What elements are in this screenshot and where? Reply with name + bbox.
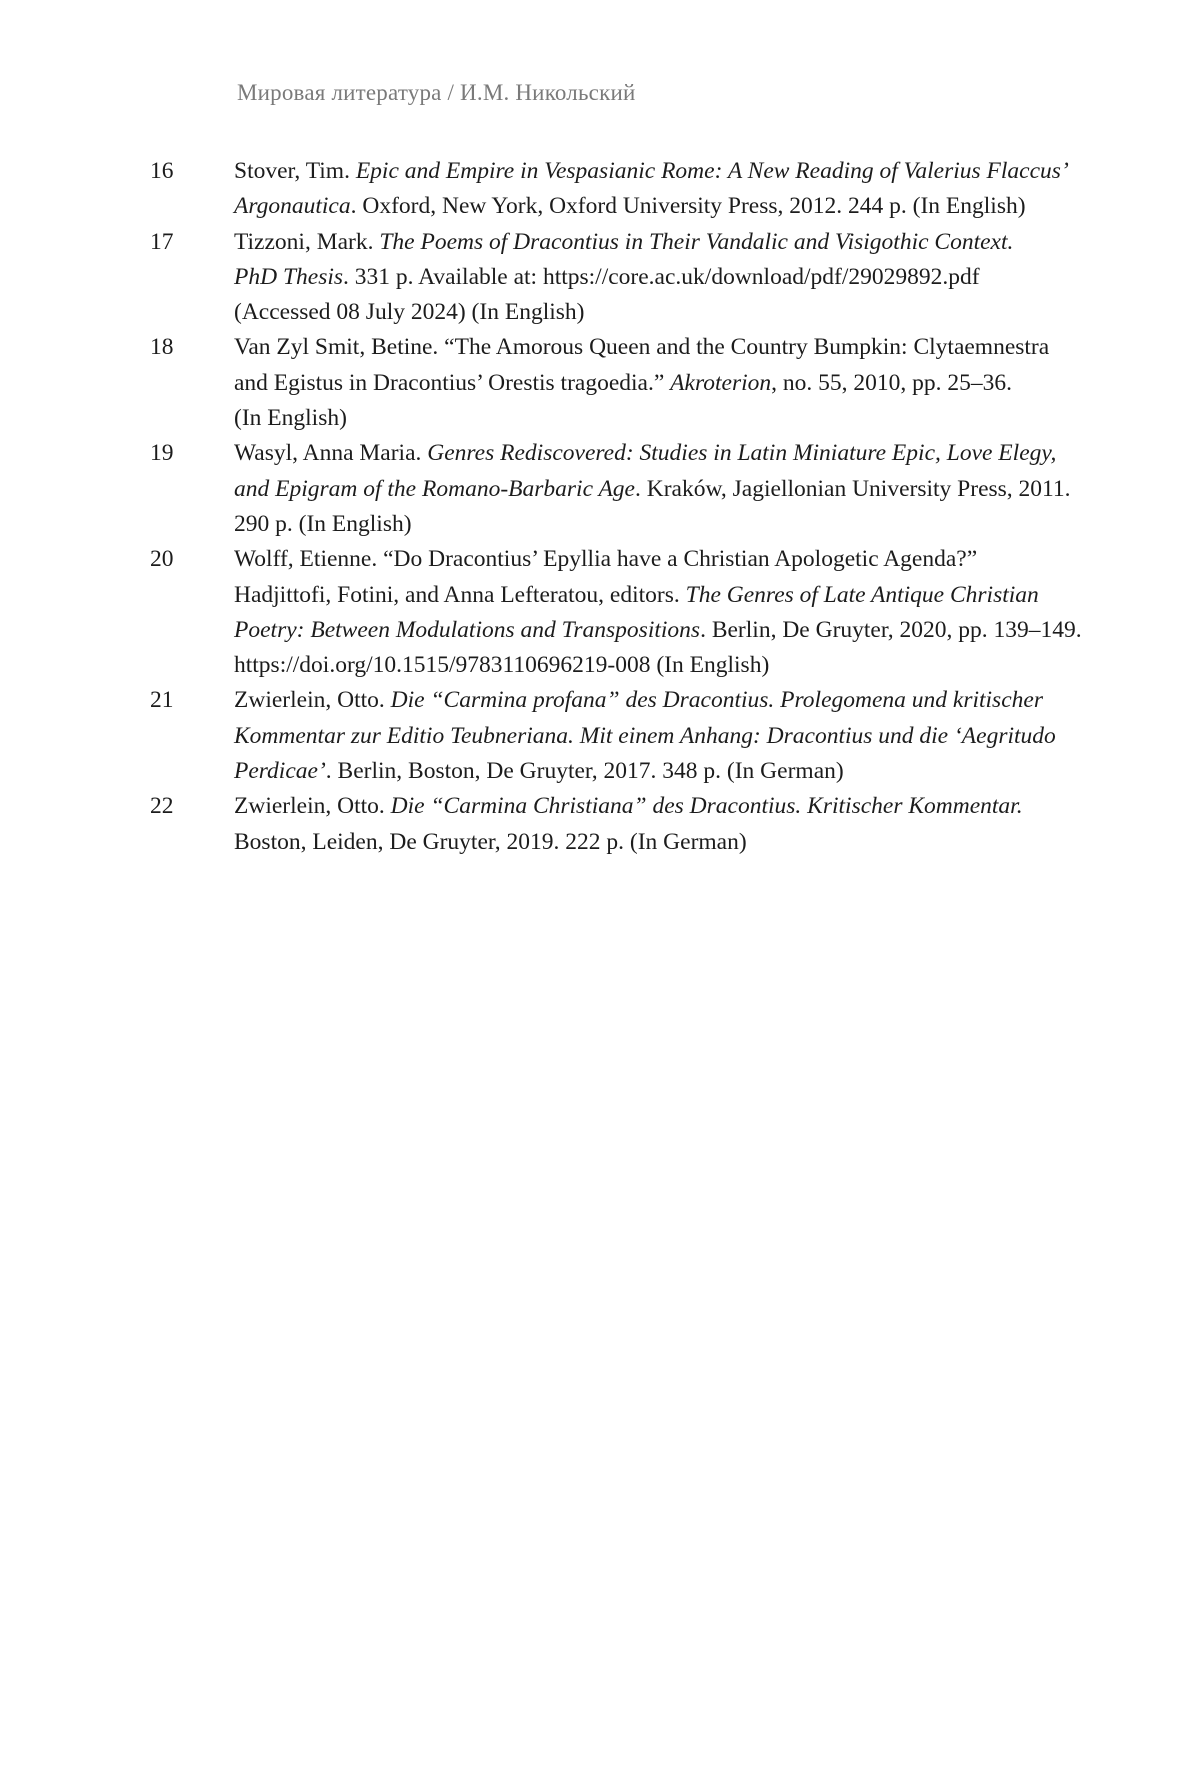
reference-line [234, 683, 1110, 718]
text-segment: Van Zyl Smit, Betine. “The Amorous Queen and the Country Bumpkin: Clytaemnestra [234, 334, 1050, 361]
text-segment: . Kraków, Jagiellonian University Press, 2011. [634, 475, 1071, 502]
reference-line [234, 648, 1110, 683]
text-segment: Boston, Leiden, De Gruyter, 2019. 222 p. (In German) [234, 828, 747, 855]
reference-list [150, 154, 1110, 860]
reference-line [234, 295, 1110, 330]
reference-number: 18 [150, 334, 174, 361]
italic-title-segment: Perdicae’ [234, 758, 326, 785]
reference-line [234, 719, 1110, 754]
reference-number: 22 [150, 793, 174, 820]
reference-text [234, 789, 1110, 860]
reference-number: 16 [150, 158, 174, 184]
reference-line [234, 542, 1110, 577]
running-head: Мировая литература / И.М. Никольский [237, 80, 636, 105]
reference-entry [150, 225, 1110, 331]
reference-line [234, 225, 1110, 260]
text-segment: (Accessed 08 July 2024) (In English) [234, 299, 585, 326]
reference-line [234, 436, 1110, 471]
text-segment: Stover, Tim. [234, 158, 356, 184]
italic-title-segment: Argonautica [234, 193, 351, 220]
text-segment: 290 p. (In English) [234, 510, 412, 537]
reference-line [234, 154, 1110, 189]
reference-line [234, 754, 1110, 789]
italic-title-segment: Die “Carmina Christiana” des Dracontius. Kritischer Kommentar. [390, 793, 1023, 820]
reference-line [234, 825, 1110, 860]
italic-title-segment: and Epigram of the Romano-Barbaric Age [234, 475, 635, 502]
text-segment: https://doi.org/10.1515/9783110696219-008 (In English) [234, 652, 770, 679]
reference-line [234, 330, 1110, 365]
reference-line [234, 472, 1110, 507]
italic-title-segment: Kommentar zur Editio Teubneriana. Mit einem Anhang: Dracontius und die ‘Aegritudo [234, 722, 1056, 749]
reference-line [234, 613, 1110, 648]
text-segment: Zwierlein, Otto. [234, 687, 391, 714]
text-segment: and Egistus in Dracontius’ Orestis tragoedia.” [234, 369, 671, 396]
text-segment: Tizzoni, Mark. [234, 228, 380, 255]
reference-number: 19 [150, 440, 174, 467]
reference-line [234, 507, 1110, 542]
text-segment: Wasyl, Anna Maria. [234, 440, 428, 467]
reference-text [234, 154, 1110, 225]
text-segment: . Oxford, New York, Oxford University Press, 2012. 244 p. (In English) [350, 193, 1026, 220]
text-segment: (In English) [234, 405, 347, 432]
text-segment: . Berlin, Boston, De Gruyter, 2017. 348 p. (In German) [325, 758, 844, 785]
italic-title-segment: The Genres of Late Antique Christian [685, 581, 1039, 608]
reference-entry [150, 436, 1110, 542]
text-segment: . 331 p. Available at: https://core.ac.uk/download/pdf/29029892.pdf [343, 263, 980, 290]
reference-number: 21 [150, 687, 174, 714]
reference-line [234, 789, 1110, 824]
reference-text [234, 330, 1110, 436]
text-segment: Zwierlein, Otto. [234, 793, 391, 820]
reference-line [234, 578, 1110, 613]
italic-title-segment: Die “Carmina profana” des Dracontius. Prolegomena und kritischer [390, 687, 1043, 714]
reference-line [234, 189, 1110, 224]
text-segment: , no. 55, 2010, pp. 25–36. [771, 369, 1012, 396]
italic-title-segment: PhD Thesis [234, 263, 344, 290]
text-segment: Wolff, Etienne. “Do Dracontius’ Epyllia have a Christian Apologetic Agenda?” [234, 546, 978, 573]
reference-text [234, 683, 1110, 789]
italic-title-segment: Poetry: Between Modulations and Transpositions [234, 616, 701, 643]
reference-entry [150, 683, 1110, 789]
reference-text [234, 225, 1110, 331]
italic-title-segment: Akroterion [670, 369, 772, 396]
reference-entry [150, 154, 1110, 225]
reference-text [234, 542, 1110, 683]
reference-line [234, 366, 1110, 401]
reference-line [234, 260, 1110, 295]
reference-text [234, 436, 1110, 542]
text-segment: . Berlin, De Gruyter, 2020, pp. 139–149. [700, 616, 1082, 643]
reference-number: 20 [150, 546, 174, 573]
italic-title-segment: Genres Rediscovered: Studies in Latin Miniature Epic, Love Elegy, [427, 440, 1057, 467]
italic-title-segment: The Poems of Dracontius in Their Vandalic and Visigothic Context. [379, 228, 1014, 255]
reference-entry [150, 542, 1110, 683]
reference-entry [150, 330, 1110, 436]
italic-title-segment: Epic and Empire in Vespasianic Rome: A New Reading of Valerius Flaccus’ [355, 158, 1069, 184]
reference-number: 17 [150, 228, 174, 255]
reference-entry [150, 789, 1110, 860]
reference-line [234, 401, 1110, 436]
text-segment: Hadjittofi, Fotini, and Anna Lefteratou, editors. [234, 581, 686, 608]
